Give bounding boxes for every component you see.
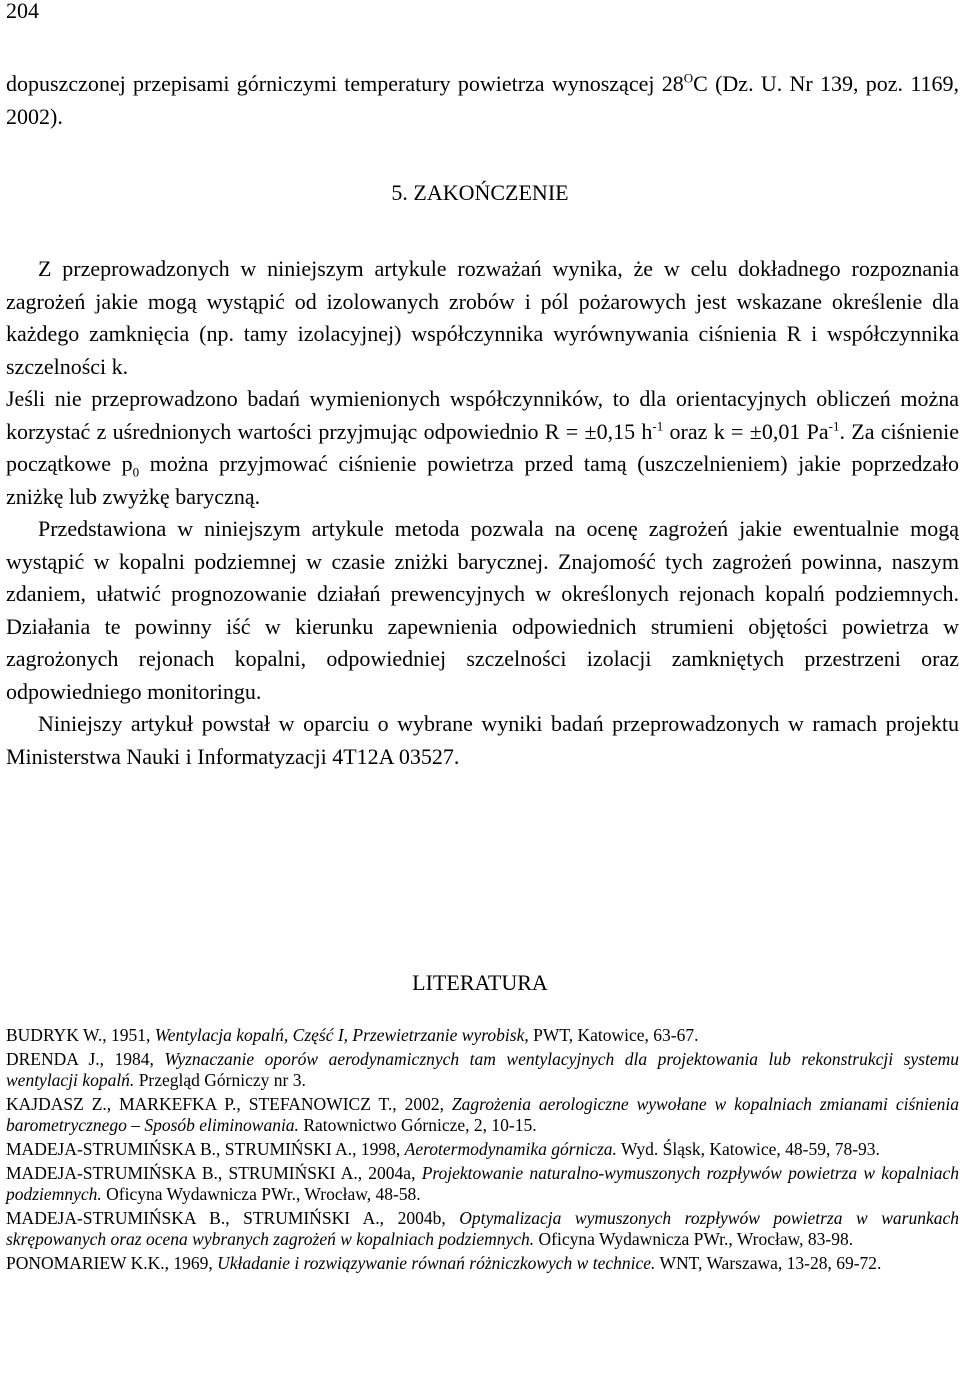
conclusion-body <box>6 253 959 773</box>
intro-text <box>6 68 959 133</box>
reference-item <box>6 1163 959 1206</box>
ref-authors: KAJDASZ Z., MARKEFKA P., STEFANOWICZ T., 2002, <box>6 1093 452 1114</box>
conclusion-paragraph-1: Z przeprowadzonych w niniejszym artykule rozważań wynika, że w celu dokładnego rozpoznania zagrożeń jakie mogą wystąpić od izolowanych zrobów i pól pożarowych jest wskazane określenie dla każdego zamknięcia (np. tamy izolacyjnej) współczynnika wyrównywania ciśnienia R i współczynnika szczelności k. <box>6 256 959 379</box>
ref-publisher: WNT, Warszawa, 13-28, 69-72. <box>655 1252 882 1273</box>
reference-item <box>6 1139 959 1161</box>
intro-paragraph <box>6 68 959 133</box>
ref-title: Układanie i rozwiązywanie równań różniczkowych w technice. <box>217 1252 656 1273</box>
reference-item <box>6 1208 959 1251</box>
ref-authors: MADEJA-STRUMIŃSKA B., STRUMIŃSKI A., 2004b, <box>6 1207 460 1228</box>
section-heading-conclusion: 5. ZAKOŃCZENIE <box>391 180 569 205</box>
ref-title: Zagrożenia aerologiczne wywołane w kopalniach zmianami ciśnienia barometrycznego – Sposób eliminowania. <box>6 1093 959 1136</box>
ref-publisher: Oficyna Wydawnicza PWr., Wrocław, 48-58. <box>101 1184 421 1205</box>
degree-superscript: O <box>683 70 694 86</box>
ref-authors: DRENDA J., 1984, <box>6 1048 165 1069</box>
literature-heading: LITERATURA <box>412 970 548 995</box>
p2-part2: oraz k = ±0,01 Pa <box>663 418 829 444</box>
ref-title: Aerotermodynamika górnicza. <box>404 1138 617 1159</box>
ref-publisher: Wyd. Śląsk, Katowice, 48-59, 78-93. <box>616 1138 880 1159</box>
p2-sup1: -1 <box>652 418 664 434</box>
p2-part3: . Za ciśnienie początkowe p <box>6 418 959 476</box>
ref-publisher: Ratownictwo Górnicze, 2, 10-15. <box>298 1115 537 1136</box>
ref-title: Wyznaczanie oporów aerodynamicznych tam wentylacyjnych dla projektowania lub rekonstrukcji systemu wentylacji kopalń. <box>6 1048 959 1091</box>
ref-authors: MADEJA-STRUMIŃSKA B., STRUMIŃSKI A., 1998, <box>6 1138 405 1159</box>
conclusion-paragraph-4: Niniejszy artykuł powstał w oparciu o wybrane wyniki badań przeprowadzonych w ramach projektu Ministerstwa Nauki i Informatyzacji 4T12A 03527. <box>6 711 959 769</box>
ref-authors: BUDRYK W., 1951, <box>6 1025 155 1045</box>
intro-text-part1: dopuszczonej przepisami górniczymi temperatury powietrza wynoszącej 28 <box>6 71 684 96</box>
ref-title: Projektowanie naturalno-wymuszonych rozpływów powietrza w kopalniach podziemnych. <box>6 1162 959 1205</box>
ref-publisher: , PWT, Katowice, 63-67. <box>524 1025 699 1045</box>
ref-publisher: Oficyna Wydawnicza PWr., Wrocław, 83-98. <box>534 1229 854 1250</box>
reference-item <box>6 1094 959 1137</box>
ref-authors: MADEJA-STRUMIŃSKA B., STRUMIŃSKI A., 2004a, <box>6 1162 422 1183</box>
p2-part4: można przyjmować ciśnienie powietrza przed tamą (uszczelnieniem) jakie poprzedzało zniżkę lub zwyżkę baryczną. <box>6 451 959 509</box>
p2-sub1: 0 <box>132 464 140 480</box>
reference-list <box>6 1025 959 1277</box>
intro-text-part2: C (Dz. U. Nr 139, poz. 1169, 2002). <box>6 71 959 129</box>
reference-item <box>6 1049 959 1092</box>
reference-item <box>6 1253 959 1275</box>
ref-publisher: Przegląd Górniczy nr 3. <box>134 1070 306 1091</box>
page-number: 204 <box>6 0 39 23</box>
ref-authors: PONOMARIEW K.K., 1969, <box>6 1252 218 1273</box>
ref-title: Optymalizacja wymuszonych rozpływów powietrza w warunkach skrępowanych oraz ocena wybranych zagrożeń w kopalniach podziemnych. <box>6 1207 959 1250</box>
conclusion-paragraph-2 <box>6 383 959 513</box>
reference-item <box>6 1025 959 1047</box>
p2-sup2: -1 <box>828 418 840 434</box>
conclusion-paragraph-3: Przedstawiona w niniejszym artykule metoda pozwala na ocenę zagrożeń jakie ewentualnie mogą wystąpić w kopalni podziemnej w czasie zniżki barycznej. Znajomość tych zagrożeń powinna, naszym zdaniem, ułatwić prognozowanie działań prewencyjnych w określonych rejonach kopalń podziemnych. Działania te powinny iść w kierunku zapewnienia odpowiednich strumieni objętości powietrza w zagrożonych rejonach kopalni, odpowiedniej szczelności izolacji zamkniętych przestrzeni oraz odpowiedniego monitoringu. <box>6 516 959 704</box>
ref-title: Wentylacja kopalń, Część I, Przewietrzanie wyrobisk <box>154 1025 525 1045</box>
p2-part1: Jeśli nie przeprowadzono badań wymienionych współczynników, to dla orientacyjnych obliczeń można korzystać z uśrednionych wartości przyjmując odpowiednio R = ±0,15 h <box>6 386 959 444</box>
